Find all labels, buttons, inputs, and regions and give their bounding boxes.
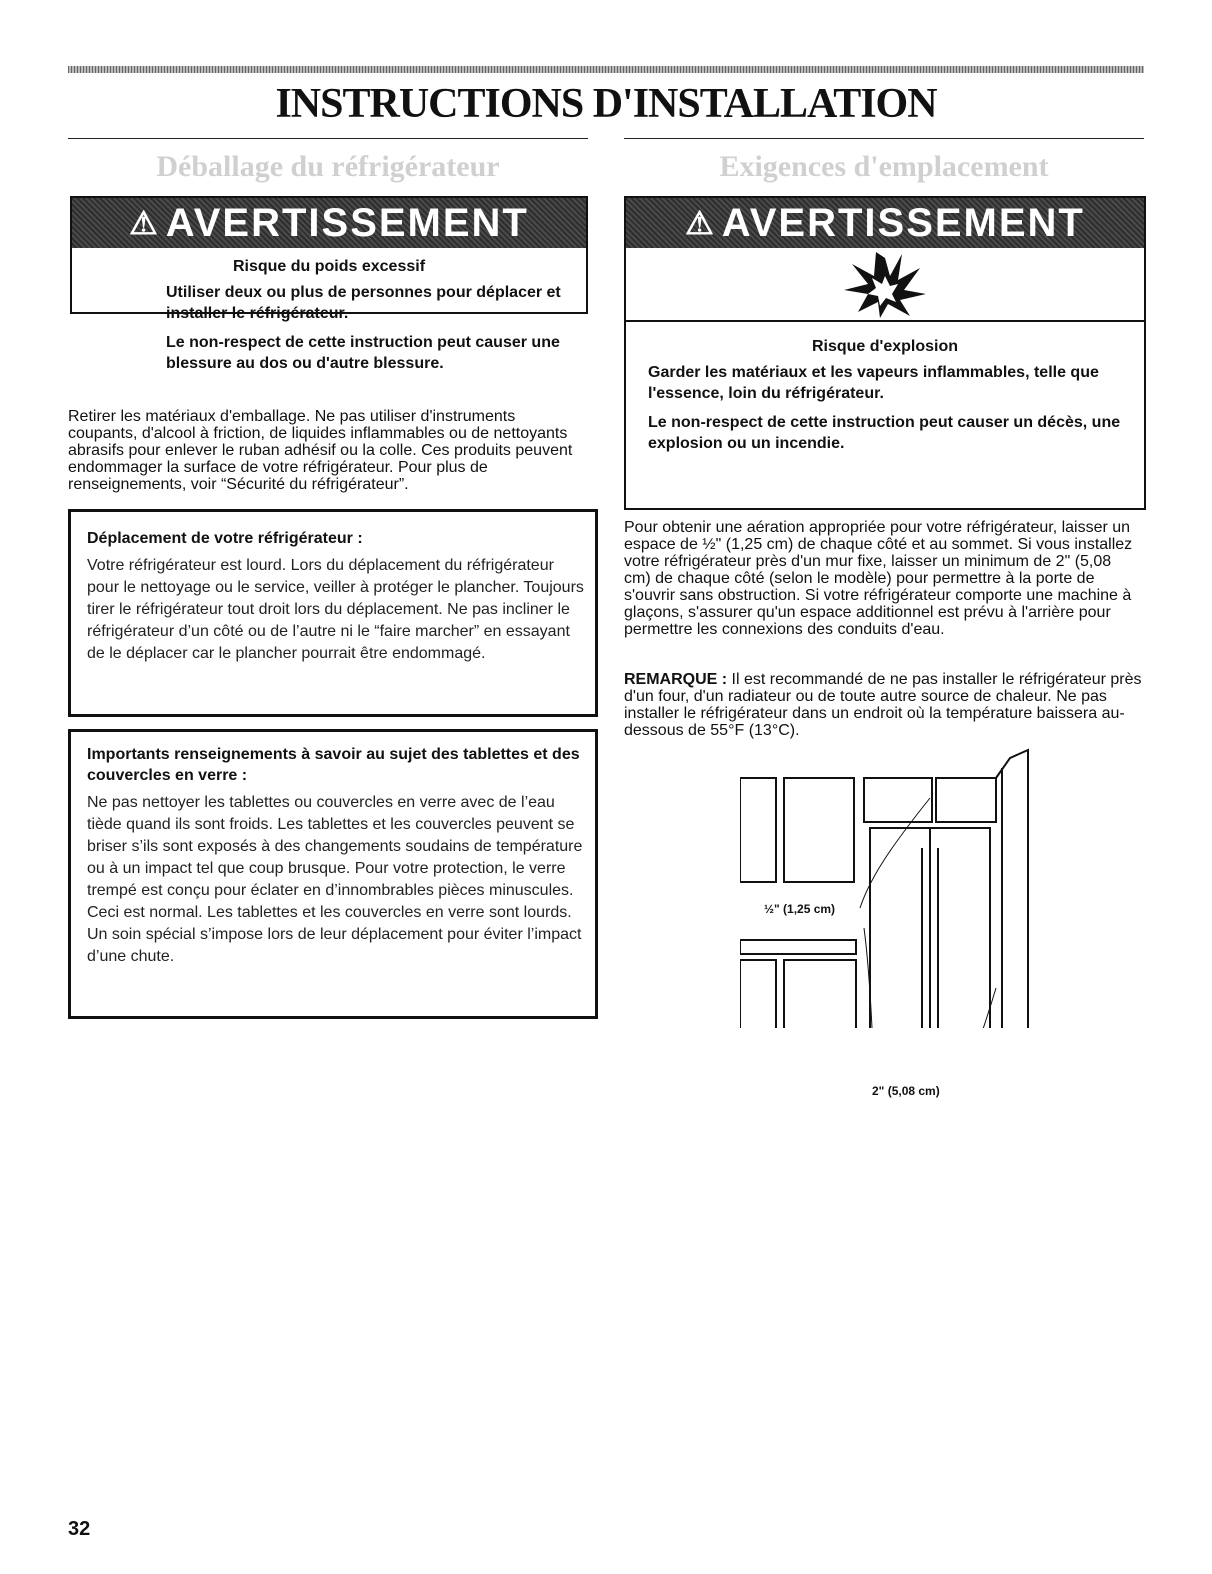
left-section-title: Déballage du réfrigérateur — [156, 150, 500, 183]
warning-triangle-icon: ⚠ — [685, 205, 716, 241]
left-warning-consequence: Le non-respect de cette instruction peut causer une blessure au dos ou d'autre blessure. — [166, 334, 560, 372]
glass-shelves-info-title: Importants renseignements à savoir au sujet des tablettes et des couvercles en verre : — [87, 746, 580, 784]
page-number: 32 — [68, 1518, 91, 1540]
warning-triangle-icon: ⚠ — [129, 205, 160, 241]
right-warning-instruction: Garder les matériaux et les vapeurs inflammables, telle que l'essence, loin du réfrigérateur. — [648, 364, 1099, 402]
moving-info-box — [68, 509, 598, 717]
glass-shelves-info-text: Ne pas nettoyer les tablettes ou couvercles en verre avec de l’eau tiède quand ils sont froids. Les tablettes et les couvercles peuvent se briser s’ils sont exposés à des changements soudains de température ou à un impact tel que coup brusque. Pour votre protection, le verre trempé est conçu pour éclater en d’innombrables pièces minuscules. Ceci est normal. Les tablettes et les couvercles en verre sont lourds. Un soin spécial s’impose lors de leur déplacement pour éviter l’impact d’une chute. — [87, 794, 583, 965]
explosion-icon — [840, 250, 930, 318]
refrigerator-clearance-diagram — [740, 728, 1040, 1028]
glass-shelves-info-box — [68, 729, 598, 1019]
right-warning-consequence: Le non-respect de cette instruction peut causer un décès, une explosion ou un incendie. — [648, 414, 1121, 452]
clearance-label-two-inch: 2" (5,08 cm) — [872, 1084, 940, 1098]
left-warning-instruction: Utiliser deux ou plus de personnes pour déplacer et installer le réfrigérateur. — [166, 284, 561, 322]
moving-info-title: Déplacement de votre réfrigérateur : — [87, 530, 363, 547]
left-warning-header: ⚠ AVERTISSEMENT — [72, 198, 586, 248]
right-section-title: Exigences d'emplacement — [719, 150, 1049, 183]
clearance-label-half-inch: ½" (1,25 cm) — [764, 902, 836, 916]
header-rule — [68, 66, 1144, 73]
right-warning-subtitle: Risque d'explosion — [811, 338, 959, 355]
moving-info-text: Votre réfrigérateur est lourd. Lors du déplacement du réfrigérateur pour le nettoyage ou le service, veiller à protéger le plancher. Toujours tirer le réfrigérateur tout droit lors du déplacement. Ne pas incliner le réfrigérateur d’un côté ou de l’autre ni le “faire marcher” en essayant de le déplacer car le plancher pourrait être endommagé. — [87, 557, 584, 662]
right-body-text: Pour obtenir une aération appropriée pour votre réfrigérateur, laisser un espace de ½" (1,25 cm) de chaque côté et au sommet. Si vous installez votre réfrigérateur près d'un mur fixe, laisser un minimum de 2" (5,08 cm) de chaque côté (selon le modèle) pour permettre à la porte de s'ouvrir sans obstruction. Si votre réfrigérateur comporte une machine à glaçons, s'assurer qu'un espace additionnel est prévu à l'arrière pour permettre les connexions des conduits d'eau. — [624, 519, 1133, 638]
right-warning-header: ⚠ AVERTISSEMENT — [626, 198, 1144, 248]
left-warning-subtitle: Risque du poids excessif — [232, 258, 426, 275]
left-body-text: Retirer les matériaux d'emballage. Ne pas utiliser d'instruments coupants, d'alcool à friction, de liquides inflammables ou de nettoyants abrasifs pour enlever le ruban adhésif ou la colle. Ces produits peuvent endommager la surface de votre réfrigérateur. Pour plus de renseignements, voir “Sécurité du réfrigérateur”. — [68, 408, 573, 493]
left-warning-box — [70, 196, 588, 372]
right-column-rule — [624, 138, 1144, 139]
page-title: INSTRUCTIONS D'INSTALLATION — [275, 81, 937, 127]
left-column-rule — [68, 138, 588, 139]
explosion-icon — [626, 248, 1144, 322]
note-label: REMARQUE : — [624, 671, 728, 688]
note-text: Il est recommandé de ne pas installer le réfrigérateur près d'un four, d'un radiateur ou de toute autre source de chaleur. Ne pas installer le réfrigérateur dans un endroit où la température baissera au-dessous de 55°F (13°C). — [624, 671, 1142, 739]
right-warning-box — [624, 196, 1146, 510]
